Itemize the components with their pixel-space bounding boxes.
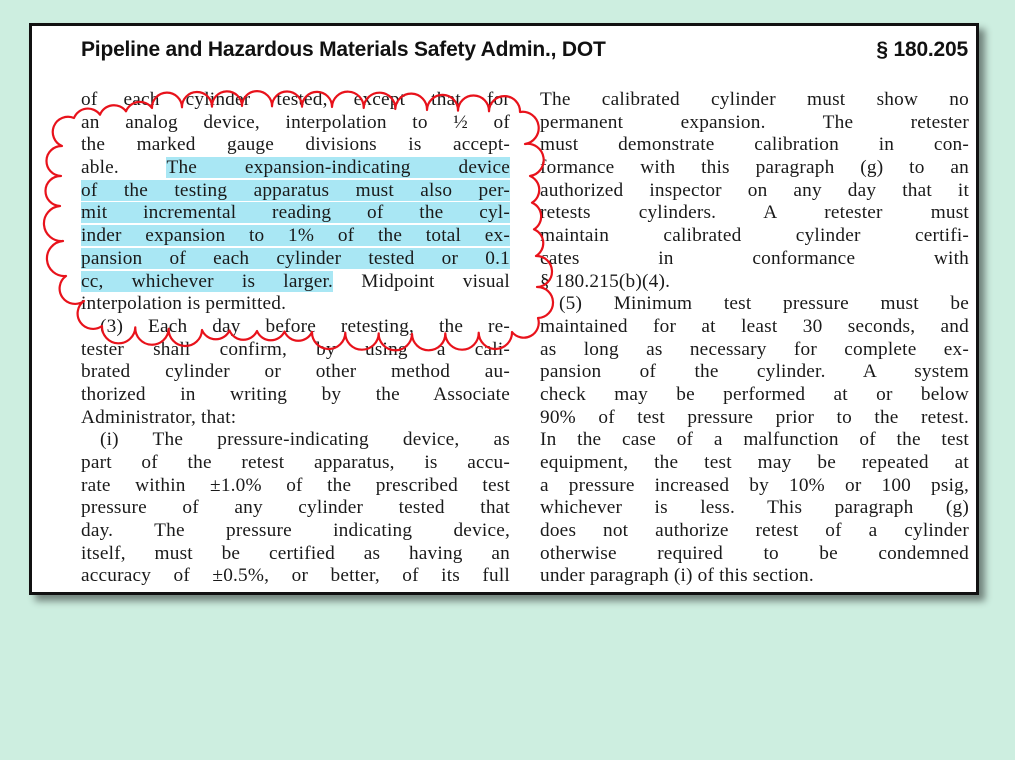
highlighted-text: of the testing apparatus must also per-	[81, 179, 510, 201]
text-line: maintain calibrated cylinder certifi-	[540, 225, 969, 247]
text-line: maintained for at least 30 seconds, and	[540, 315, 969, 337]
header-section-number: § 180.205	[876, 38, 968, 61]
text-line: pansion of the cylinder. A system	[540, 361, 969, 383]
text-line: tester shall confirm, by using a cali-	[81, 338, 510, 360]
text-line: 90% of test pressure prior to the retest.	[540, 406, 969, 428]
text-line	[81, 202, 510, 225]
text-segment: able.	[81, 157, 119, 179]
text-line: under paragraph (i) of this section.	[540, 565, 814, 587]
text-line: equipment, the test may be repeated at	[540, 452, 969, 473]
text-line: In the case of a malfunction of the test	[540, 429, 969, 451]
text-line: (i) The pressure-indicating device, as	[100, 429, 510, 451]
text-line: otherwise required to be condemned	[540, 542, 969, 564]
text-line: accuracy of ±0.5%, or better, of its full	[81, 565, 510, 587]
text-line: (3) Each day before retesting, the re-	[100, 315, 510, 337]
document-page	[29, 23, 979, 595]
text-line: the marked gauge divisions is accept-	[81, 134, 510, 156]
text-line: whichever is less. This paragraph (g)	[540, 497, 969, 519]
right-column	[540, 89, 969, 595]
text-line	[81, 180, 510, 203]
text-line: permanent expansion. The retester	[540, 111, 969, 133]
text-line: a pressure increased by 10% or 100 psig,	[540, 474, 969, 496]
text-line: formance with this paragraph (g) to an	[540, 157, 969, 179]
text-line: day. The pressure indicating device,	[81, 520, 510, 542]
text-line: retests cylinders. A retester must	[540, 202, 969, 224]
text-line: Administrator, that:	[81, 406, 237, 428]
text-line: The calibrated cylinder must show no	[540, 89, 969, 110]
text-line	[81, 225, 510, 248]
highlighted-text: mit incremental reading of the cyl-	[81, 202, 510, 224]
text-line: brated cylinder or other method au-	[81, 361, 510, 383]
header-title: Pipeline and Hazardous Materials Safety Admin., DOT	[81, 38, 606, 61]
text-line: part of the retest apparatus, is accu-	[81, 452, 510, 473]
text-line: (5) Minimum test pressure must be	[559, 293, 969, 315]
text-segment: Midpoint visual	[361, 270, 510, 292]
highlighted-text: cc, whichever is larger.	[81, 270, 334, 292]
text-line	[81, 248, 510, 271]
text-line: authorized inspector on any day that it	[540, 179, 969, 201]
text-line: an analog device, interpolation to ½ of	[81, 111, 510, 133]
text-line: thorized in writing by the Associate	[81, 383, 510, 405]
text-line: cates in conformance with	[540, 247, 969, 269]
highlighted-text: inder expansion to 1% of the total ex-	[81, 225, 510, 247]
text-line: pressure of any cylinder tested that	[81, 497, 510, 519]
highlighted-text: The expansion-indicating device	[166, 157, 511, 179]
text-line: does not authorize retest of a cylinder	[540, 520, 969, 542]
running-header	[81, 38, 968, 68]
left-column	[81, 89, 510, 588]
text-line	[81, 157, 510, 180]
text-line: interpolation is permitted.	[81, 293, 287, 315]
text-line: § 180.215(b)(4).	[540, 270, 671, 292]
highlighted-text: pansion of each cylinder tested or 0.1	[81, 247, 510, 269]
text-line: itself, must be certified as having an	[81, 542, 510, 564]
text-line: check may be performed at or below	[540, 383, 969, 405]
text-line: rate within ±1.0% of the prescribed test	[81, 474, 510, 496]
text-line: must demonstrate calibration in con-	[540, 134, 969, 156]
cut-off-line	[540, 588, 969, 595]
text-line	[81, 271, 510, 294]
text-line: as long as necessary for complete ex-	[540, 338, 969, 360]
text-line: of each cylinder tested, except that for	[81, 89, 510, 110]
